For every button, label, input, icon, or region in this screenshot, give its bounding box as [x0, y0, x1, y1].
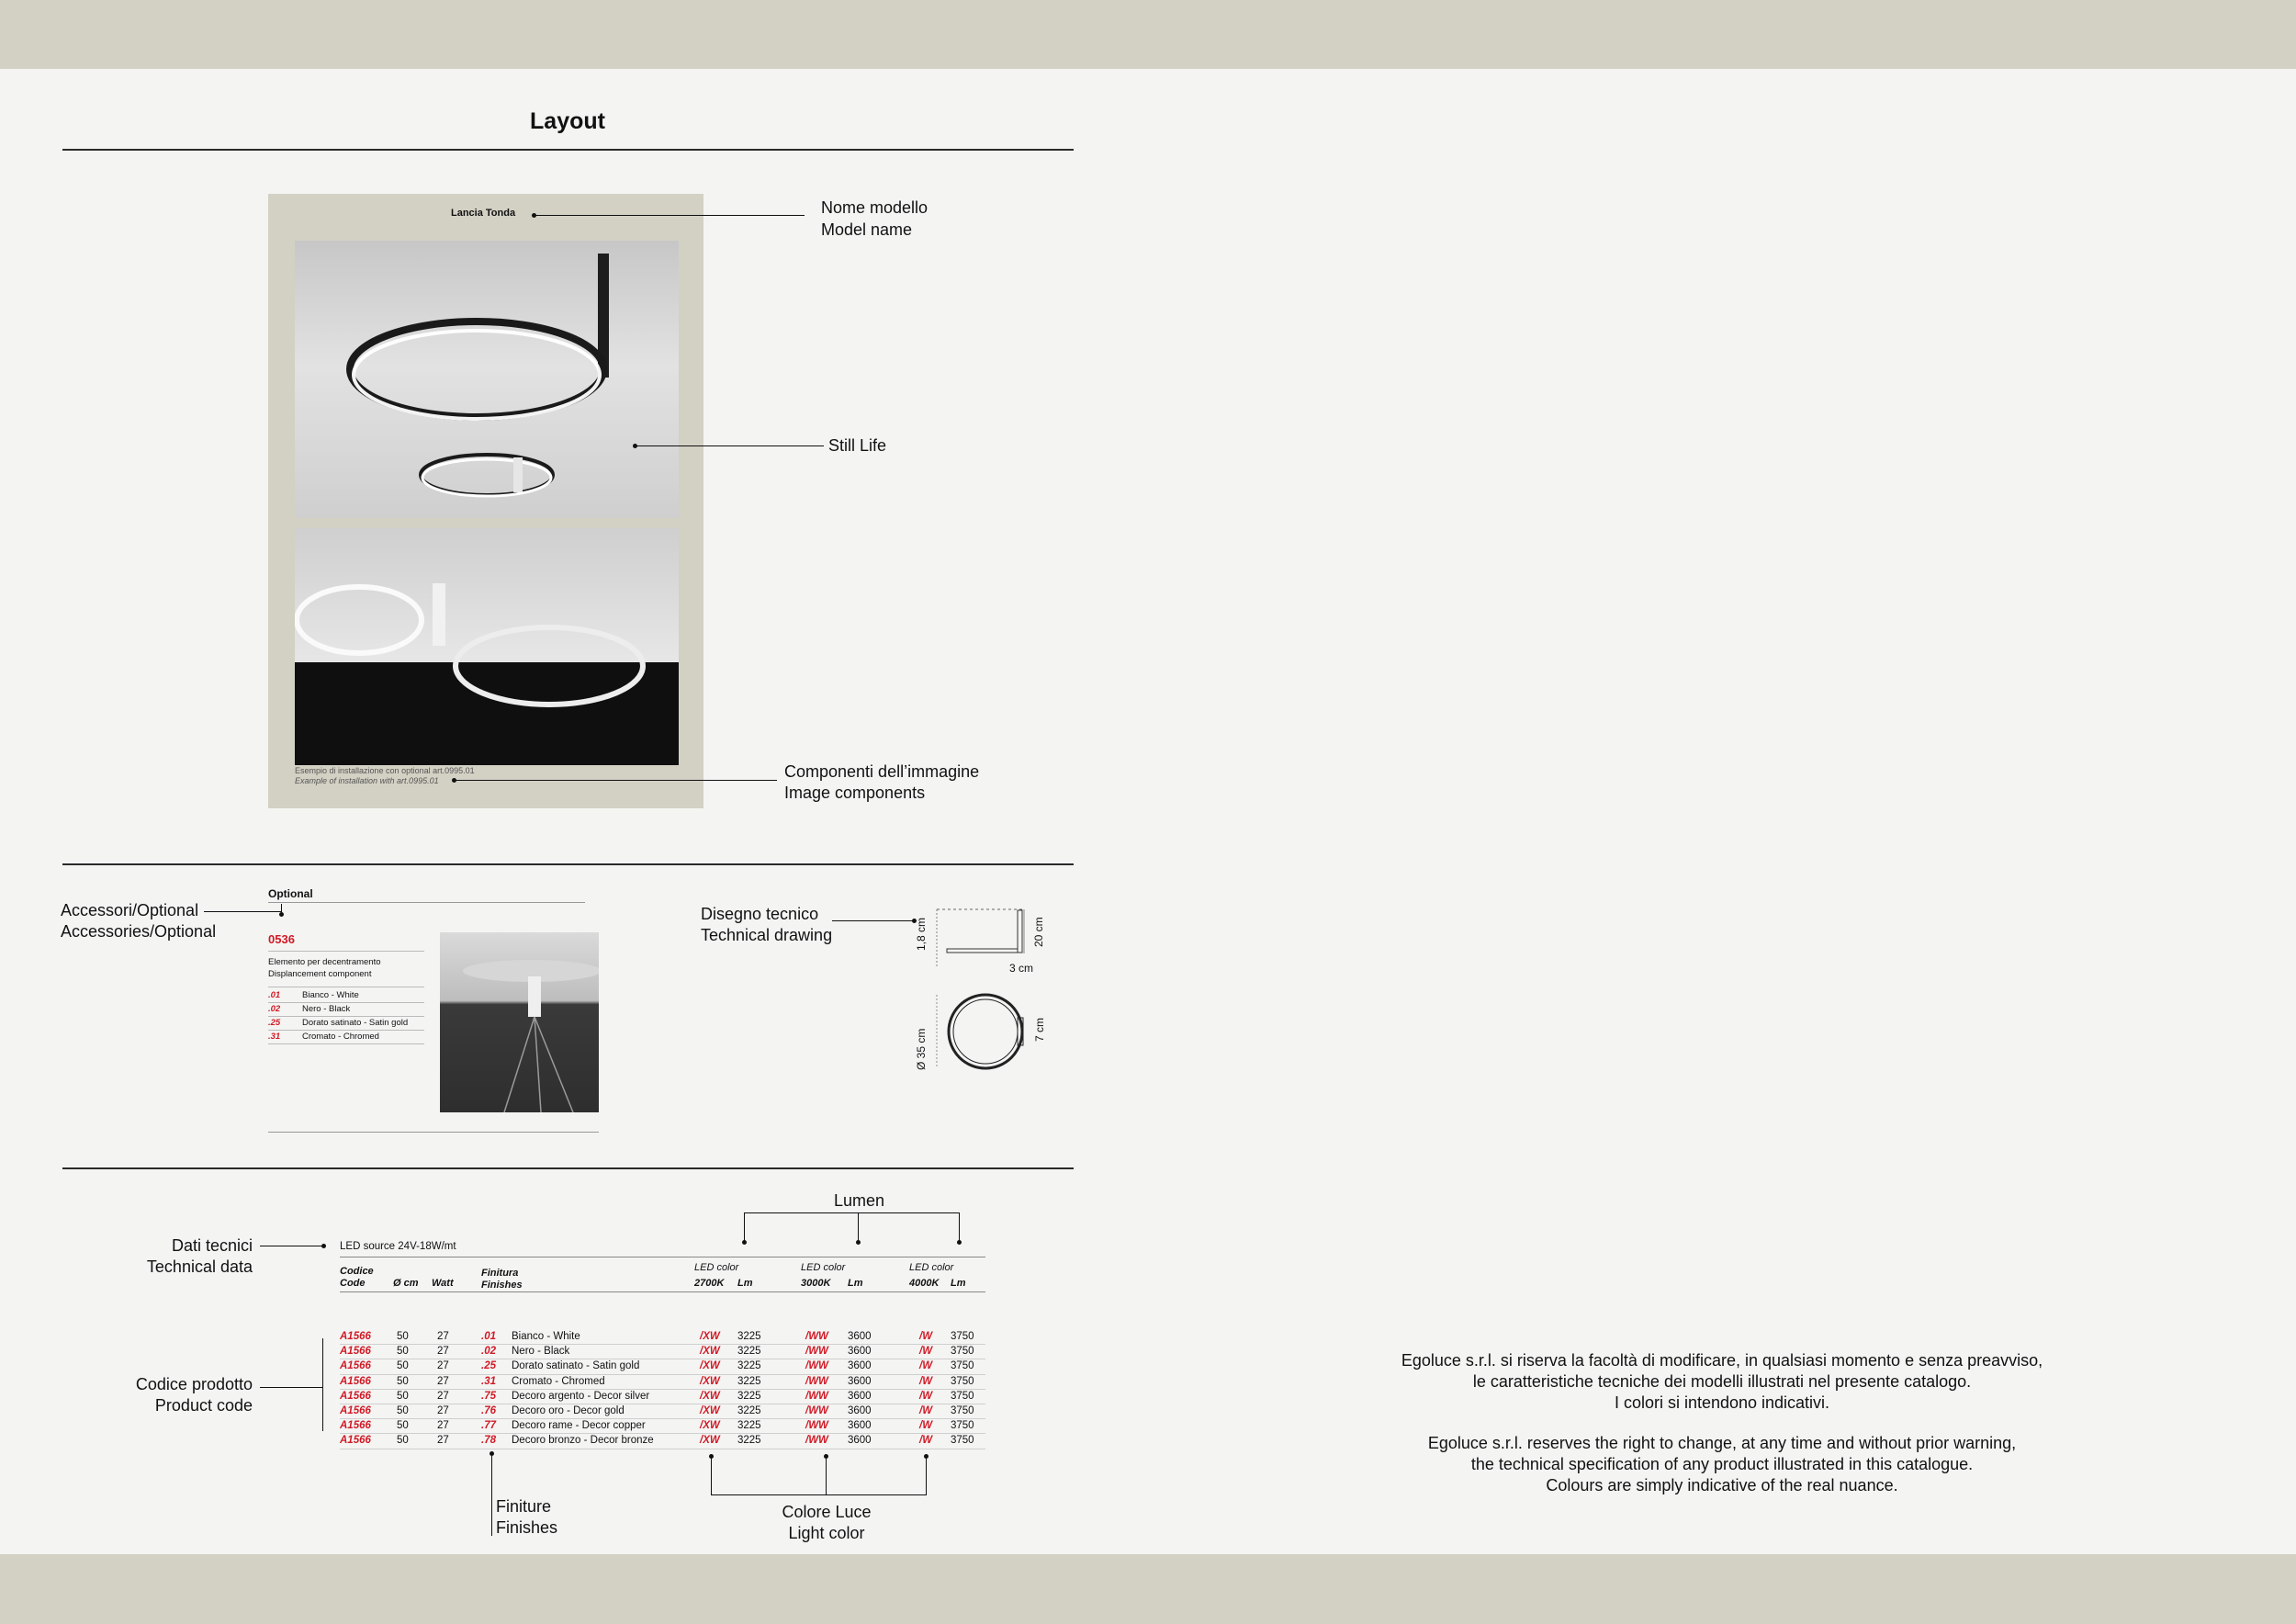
cell-lumen-2: 3600 — [848, 1420, 872, 1432]
product-table — [340, 1330, 985, 1449]
cell-color-2: /WW — [805, 1346, 828, 1358]
cell-watt: 27 — [437, 1331, 449, 1342]
header-lm-1: Lm — [737, 1278, 753, 1289]
header-k1: 2700K — [694, 1278, 725, 1289]
bracket-line — [744, 1212, 745, 1242]
cell-color-2: /WW — [805, 1404, 828, 1416]
installation-illustration — [295, 528, 679, 765]
cell-finish-code: .78 — [481, 1435, 496, 1447]
cell-lumen-2: 3600 — [848, 1390, 872, 1402]
section-divider — [62, 1167, 1074, 1169]
cell-lumen-3: 3750 — [951, 1375, 974, 1387]
top-band — [0, 0, 2296, 69]
header-led-color-1: LED color — [694, 1262, 739, 1273]
cell-lumen-3: 3750 — [951, 1435, 974, 1447]
cell-code: A1566 — [340, 1375, 371, 1387]
cell-color-3: /W — [919, 1435, 933, 1447]
still-life-photo-bottom — [295, 528, 679, 765]
cell-color-2: /WW — [805, 1390, 828, 1402]
disclaimer-it-2: le caratteristiche tecniche dei modelli illustrati nel presente catalogo. — [1472, 1372, 1972, 1391]
callout-model-name-it: Nome modello — [821, 198, 929, 217]
bracket-line — [826, 1456, 827, 1494]
header-led-color-3: LED color — [909, 1262, 954, 1273]
list-item — [268, 1003, 424, 1017]
card-caption-it: Esempio di installazione con optional art.0995.01 — [295, 766, 475, 775]
cell-color-1: /XW — [700, 1360, 720, 1372]
callout-accessories-it: Accessori/Optional — [61, 901, 199, 919]
optional-rule — [268, 1132, 599, 1133]
table-row — [340, 1390, 985, 1404]
finish-name: Dorato satinato - Satin gold — [302, 1018, 409, 1028]
led-source: LED source 24V-18W/mt — [340, 1241, 456, 1252]
cell-lumen-2: 3600 — [848, 1346, 872, 1358]
cell-color-3: /W — [919, 1375, 933, 1387]
callout-line — [204, 911, 282, 912]
table-row — [340, 1419, 985, 1434]
callout-dot — [856, 1240, 861, 1245]
callout-finishes-en: Finishes — [496, 1518, 558, 1537]
cell-lumen-1: 3225 — [737, 1331, 761, 1342]
list-item — [268, 989, 424, 1003]
cell-lumen-1: 3225 — [737, 1420, 761, 1432]
cell-lumen-3: 3750 — [951, 1420, 974, 1432]
cell-finish-code: .25 — [481, 1360, 496, 1372]
callout-still-life: Still Life — [828, 436, 887, 455]
cell-lumen-1: 3225 — [737, 1435, 761, 1447]
optional-rule — [268, 951, 424, 952]
callout-dot — [321, 1244, 326, 1248]
cell-code: A1566 — [340, 1404, 371, 1416]
cell-color-1: /XW — [700, 1404, 720, 1416]
cell-diameter: 50 — [397, 1375, 409, 1387]
finish-code: .02 — [268, 1004, 281, 1014]
cell-finish-code: .01 — [481, 1331, 496, 1342]
cell-color-1: /XW — [700, 1390, 720, 1402]
cell-finish-code: .75 — [481, 1390, 496, 1402]
dim-width: 7 cm — [1033, 1017, 1046, 1042]
cell-lumen-2: 3600 — [848, 1331, 872, 1342]
callout-line — [491, 1453, 492, 1536]
cell-code: A1566 — [340, 1346, 371, 1358]
cell-color-3: /W — [919, 1360, 933, 1372]
header-k2: 3000K — [801, 1278, 831, 1289]
cell-code: A1566 — [340, 1360, 371, 1372]
cell-diameter: 50 — [397, 1346, 409, 1358]
cell-watt: 27 — [437, 1375, 449, 1387]
cell-color-1: /XW — [700, 1375, 720, 1387]
callout-line — [281, 904, 282, 912]
cell-color-1: /XW — [700, 1435, 720, 1447]
optional-photo — [440, 932, 599, 1112]
dim-diameter: Ø 35 cm — [915, 1028, 928, 1070]
optional-rule — [268, 902, 585, 903]
cell-finish-name: Dorato satinato - Satin gold — [512, 1360, 640, 1372]
finish-code: .01 — [268, 990, 281, 1000]
card-caption-en: Example of installation with art.0995.01 — [295, 776, 439, 785]
table-row — [340, 1330, 985, 1345]
callout-product-code-it: Codice prodotto — [135, 1375, 253, 1393]
cell-lumen-2: 3600 — [848, 1435, 872, 1447]
cell-lumen-3: 3750 — [951, 1331, 974, 1342]
callout-lumen: Lumen — [834, 1191, 885, 1210]
table-row — [340, 1434, 985, 1449]
cell-color-2: /WW — [805, 1420, 828, 1432]
dim-height: 1,8 cm — [915, 917, 928, 951]
table-row — [340, 1359, 985, 1374]
cell-watt: 27 — [437, 1360, 449, 1372]
disclaimer-it-1: Egoluce s.r.l. si riserva la facoltà di modificare, in qualsiasi momento e senza preavviso, — [1401, 1351, 2043, 1370]
disclaimer-spacer — [1322, 1414, 2122, 1433]
cell-color-2: /WW — [805, 1331, 828, 1342]
cell-diameter: 50 — [397, 1420, 409, 1432]
table-row — [340, 1404, 985, 1419]
cell-code: A1566 — [340, 1331, 371, 1342]
cell-diameter: 50 — [397, 1435, 409, 1447]
cell-color-1: /XW — [700, 1346, 720, 1358]
callout-dot — [742, 1240, 747, 1245]
cell-lumen-1: 3225 — [737, 1404, 761, 1416]
list-item — [268, 1017, 424, 1031]
header-k3: 4000K — [909, 1278, 940, 1289]
disclaimer-it-3: I colori si intendono indicativi. — [1614, 1393, 1830, 1412]
optional-desc-en: Displancement component — [268, 969, 372, 979]
cell-watt: 27 — [437, 1420, 449, 1432]
cell-lumen-2: 3600 — [848, 1375, 872, 1387]
bracket-line — [711, 1456, 712, 1494]
cell-watt: 27 — [437, 1346, 449, 1358]
cell-lumen-3: 3750 — [951, 1390, 974, 1402]
callout-line — [534, 215, 805, 216]
finish-code: .31 — [268, 1032, 281, 1042]
bracket-line — [744, 1212, 960, 1213]
finish-name: Cromato - Chromed — [302, 1032, 379, 1042]
cell-diameter: 50 — [397, 1331, 409, 1342]
callout-product-code-en: Product code — [154, 1396, 253, 1415]
cell-lumen-3: 3750 — [951, 1404, 974, 1416]
cell-finish-code: .77 — [481, 1420, 496, 1432]
title-divider — [62, 149, 1074, 151]
callout-dot — [279, 912, 284, 917]
cell-watt: 27 — [437, 1435, 449, 1447]
optional-component-illustration — [440, 932, 599, 1112]
callout-tech-data-it: Dati tecnici — [171, 1236, 253, 1255]
callout-tech-data-en: Technical data — [146, 1257, 253, 1276]
callout-accessories-en: Accessories/Optional — [61, 922, 217, 941]
header-lm-3: Lm — [951, 1278, 966, 1289]
cell-finish-name: Decoro bronzo - Decor bronze — [512, 1435, 654, 1447]
cell-finish-name: Decoro argento - Decor silver — [512, 1390, 650, 1402]
cell-lumen-1: 3225 — [737, 1360, 761, 1372]
callout-line — [832, 920, 915, 921]
callout-image-components-en: Image components — [784, 784, 926, 802]
cell-lumen-1: 3225 — [737, 1375, 761, 1387]
bracket-line — [926, 1456, 927, 1494]
cell-finish-code: .76 — [481, 1404, 496, 1416]
card-model-name: Lancia Tonda — [451, 208, 516, 219]
cell-lumen-2: 3600 — [848, 1404, 872, 1416]
cell-color-3: /W — [919, 1390, 933, 1402]
cell-color-3: /W — [919, 1404, 933, 1416]
table-rule — [340, 1291, 985, 1292]
optional-code: 0536 — [268, 932, 295, 946]
list-item — [268, 1031, 424, 1044]
cell-lumen-1: 3225 — [737, 1346, 761, 1358]
cell-finish-name: Nero - Black — [512, 1346, 570, 1358]
header-code — [340, 1266, 374, 1290]
header-finish-en: Finishes — [481, 1280, 523, 1291]
callout-image-components-it: Componenti dell’immagine — [784, 762, 980, 781]
cell-color-3: /W — [919, 1346, 933, 1358]
cell-code: A1566 — [340, 1435, 371, 1447]
callout-light-color-en: Light color — [788, 1524, 865, 1542]
cell-finish-code: .31 — [481, 1375, 496, 1387]
cell-finish-name: Decoro rame - Decor copper — [512, 1420, 646, 1432]
dim-arm: 3 cm — [1009, 962, 1034, 975]
header-finish-it: Finitura — [481, 1268, 519, 1279]
cell-diameter: 50 — [397, 1360, 409, 1372]
cell-watt: 27 — [437, 1404, 449, 1416]
still-life-photo-top — [295, 241, 679, 518]
cell-lumen-3: 3750 — [951, 1360, 974, 1372]
finish-code: .25 — [268, 1018, 281, 1028]
cell-code: A1566 — [340, 1420, 371, 1432]
callout-line — [454, 780, 777, 781]
cell-lumen-3: 3750 — [951, 1346, 974, 1358]
header-watt: Watt — [432, 1278, 454, 1289]
callout-line — [635, 445, 824, 446]
callout-dot — [957, 1240, 962, 1245]
callout-finishes-it: Finiture — [496, 1497, 552, 1516]
finish-name: Bianco - White — [302, 990, 359, 1000]
header-code-en: Code — [340, 1278, 366, 1289]
ring-lamp-illustration — [295, 241, 679, 518]
bottom-band — [0, 1554, 2296, 1624]
section-divider — [62, 863, 1074, 865]
cell-finish-name: Decoro oro - Decor gold — [512, 1404, 625, 1416]
cell-color-2: /WW — [805, 1375, 828, 1387]
callout-tech-drawing-en: Technical drawing — [701, 926, 833, 944]
page-title: Layout — [530, 108, 605, 134]
disclaimer — [1322, 1350, 2122, 1496]
cell-diameter: 50 — [397, 1390, 409, 1402]
disclaimer-en-3: Colours are simply indicative of the real nuance. — [1546, 1476, 1898, 1494]
header-finish — [481, 1268, 523, 1291]
cell-finish-name: Bianco - White — [512, 1331, 580, 1342]
cell-color-1: /XW — [700, 1331, 720, 1342]
disclaimer-en-1: Egoluce s.r.l. reserves the right to change, at any time and without prior warning, — [1427, 1434, 2017, 1452]
callout-light-color-it: Colore Luce — [782, 1503, 872, 1521]
cell-color-3: /W — [919, 1420, 933, 1432]
callout-line — [260, 1387, 322, 1388]
cell-finish-name: Cromato - Chromed — [512, 1375, 605, 1387]
cell-code: A1566 — [340, 1390, 371, 1402]
disclaimer-en-2: the technical specification of any product illustrated in this catalogue. — [1470, 1455, 1974, 1473]
finish-name: Nero - Black — [302, 1004, 351, 1014]
cell-watt: 27 — [437, 1390, 449, 1402]
cell-color-2: /WW — [805, 1360, 828, 1372]
bracket-line — [322, 1338, 323, 1431]
table-row — [340, 1375, 985, 1390]
cell-diameter: 50 — [397, 1404, 409, 1416]
header-lm-2: Lm — [848, 1278, 863, 1289]
table-row — [340, 1345, 985, 1359]
header-code-it: Codice — [340, 1266, 374, 1277]
optional-desc-it: Elemento per decentramento — [268, 957, 381, 967]
cell-color-2: /WW — [805, 1435, 828, 1447]
layout-card — [268, 194, 703, 808]
optional-heading: Optional — [268, 887, 313, 900]
bracket-line — [711, 1494, 927, 1495]
optional-finishes-list — [268, 989, 424, 1044]
bracket-line — [959, 1212, 960, 1242]
header-led-color-2: LED color — [801, 1262, 846, 1273]
dim-drop: 20 cm — [1032, 917, 1045, 947]
cell-color-1: /XW — [700, 1420, 720, 1432]
cell-color-3: /W — [919, 1331, 933, 1342]
cell-lumen-1: 3225 — [737, 1390, 761, 1402]
callout-tech-drawing-it: Disegno tecnico — [701, 905, 819, 923]
cell-finish-code: .02 — [481, 1346, 496, 1358]
cell-lumen-2: 3600 — [848, 1360, 872, 1372]
callout-model-name-en: Model name — [821, 220, 913, 239]
bracket-line — [858, 1212, 859, 1242]
header-diameter: Ø cm — [393, 1278, 419, 1289]
